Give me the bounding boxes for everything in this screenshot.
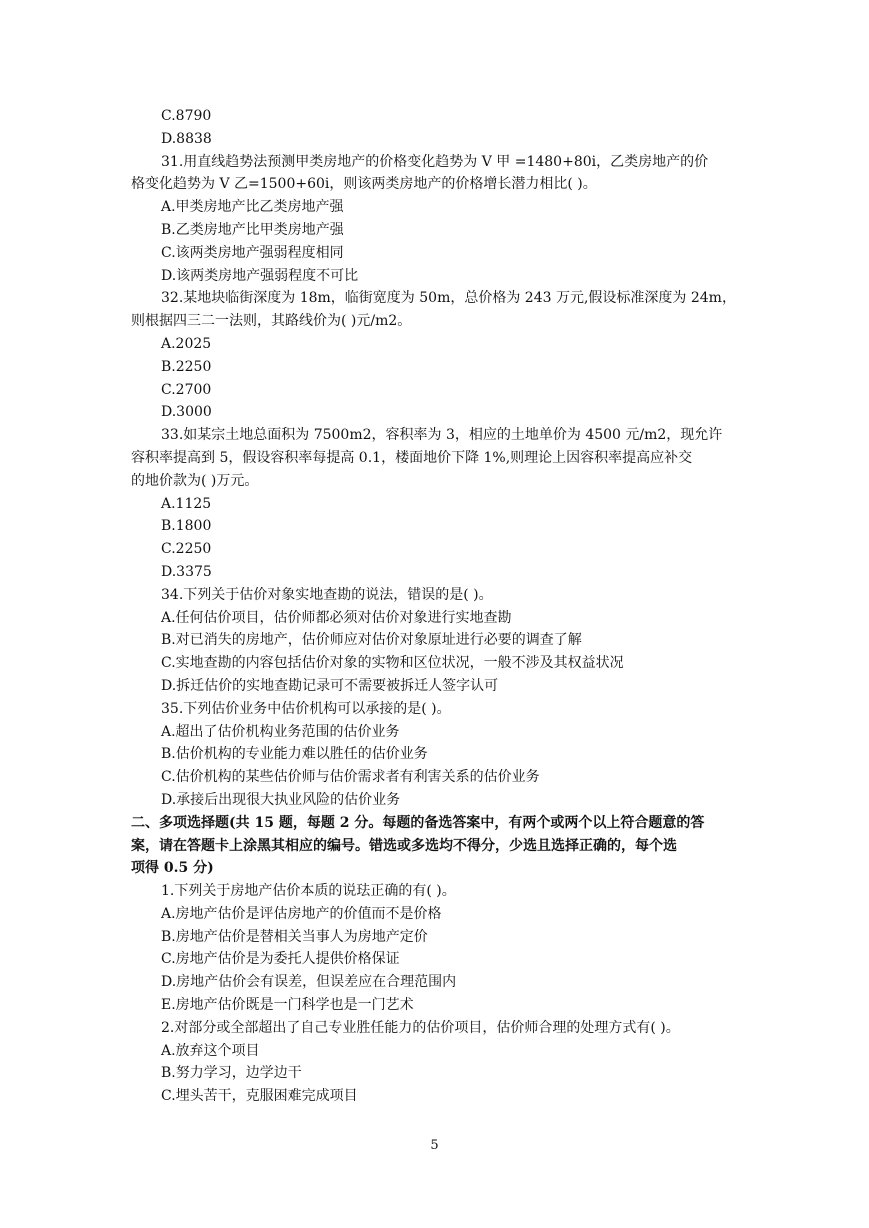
answer-option: A.1125 <box>161 495 212 512</box>
question-text: 35.下列估价业务中估价机构可以承接的是( )。 <box>161 700 451 717</box>
question-text-continued: 则根据四三二一法则，其路线价为( )元/m2。 <box>131 313 412 330</box>
question-text: 2.对部分或全部超出了自己专业胜任能力的估价项目，估价师合理的处理方式有( )。 <box>161 1019 680 1036</box>
answer-option: A.放弃这个项目 <box>161 1042 260 1059</box>
answer-option: A.2025 <box>161 335 212 352</box>
question-text-continued: 的地价款为( )万元。 <box>131 472 259 489</box>
answer-option: A.房地产估价是评估房地产的价值而不是价格 <box>161 905 442 922</box>
answer-option: D.8838 <box>161 130 212 147</box>
section-heading: 项得 0.5 分) <box>131 860 214 877</box>
document-body <box>131 105 741 1108</box>
question-text-continued: 容积率提高到 5，假设容积率每提高 0.1，楼面地价下降 1%,则理论上因容积率提高应补交 <box>131 449 693 466</box>
question-text: 33.如某宗土地总面积为 7500m2，容积率为 3，相应的土地单价为 4500 元/m2，现允许 <box>161 427 723 444</box>
page-number: 5 <box>430 1138 439 1153</box>
answer-option: A.超出了估价机构业务范围的估价业务 <box>161 723 400 740</box>
answer-option: A.任何估价项目，估价师都必须对估价对象进行实地查勘 <box>161 609 512 626</box>
question-text: 1.下列关于房地产估价本质的说珐正确的有( )。 <box>161 883 456 900</box>
answer-option: C.估价机构的某些估价师与估价需求者有利害关系的估价业务 <box>161 769 540 786</box>
answer-option: C.2250 <box>161 541 212 558</box>
answer-option: B.努力学习，边学边干 <box>161 1065 302 1082</box>
answer-option: D.3375 <box>161 563 212 580</box>
question-text: 32.某地块临街深度为 18m，临街宽度为 50m，总价格为 243 万元,假设标准深度为 24m， <box>161 290 736 307</box>
answer-option: B.对已消失的房地产，估价师应对估价对象原址进行必要的调查了解 <box>161 632 582 649</box>
answer-option: C.8790 <box>161 108 212 124</box>
question-text: 31.用直线趋势法预测甲类房地产的价格变化趋势为 V 甲 =1480+80i，乙类房地产的价 <box>161 153 709 170</box>
answer-option: C.房地产估价是为委托人提供价格保证 <box>161 951 400 968</box>
answer-option: D.承接后出现很大执业风险的估价业务 <box>161 791 401 808</box>
section-heading: 案，请在答题卡上涂黑其相应的编号。错选或多选均不得分，少选且选择正确的，每个选 <box>131 837 677 854</box>
answer-option: D.3000 <box>161 404 212 421</box>
answer-option: E.房地产估价既是一门科学也是一门艺术 <box>161 997 414 1014</box>
section-heading: 二、多项选择题(共 15 题，每题 2 分。每题的备选答案中，有两个或两个以上符合题意的答 <box>131 814 705 831</box>
question-text: 34.下列关于估价对象实地查勘的说法，错误的是( )。 <box>161 586 493 603</box>
answer-option: D.拆迁估价的实地查勘记录可不需要被拆迁人签字认可 <box>161 677 499 694</box>
answer-option: C.2700 <box>161 381 212 398</box>
answer-option: D.该两类房地产强弱程度不可比 <box>161 267 359 284</box>
answer-option: B.1800 <box>161 518 212 535</box>
answer-option: A.甲类房地产比乙类房地产强 <box>161 199 344 216</box>
answer-option: B.房地产估价是替相关当事人为房地产定价 <box>161 928 428 945</box>
answer-option: C.埋头苦干，克服困难完成项目 <box>161 1088 358 1105</box>
answer-option: C.该两类房地产强弱程度相同 <box>161 244 344 261</box>
answer-option: B.估价机构的专业能力难以胜任的估价业务 <box>161 746 428 763</box>
question-text-continued: 格变化趋势为 V 乙=1500+60i，则该两类房地产的价格增长潜力相比( )。 <box>131 176 597 193</box>
answer-option: C.实地查勘的内容包括估价对象的实物和区位状况，一般不涉及其权益状况 <box>161 655 624 672</box>
answer-option: D.房地产估价会有误差，但误差应在合理范围内 <box>161 974 457 991</box>
answer-option: B.乙类房地产比甲类房地产强 <box>161 221 344 238</box>
answer-option: B.2250 <box>161 358 212 375</box>
